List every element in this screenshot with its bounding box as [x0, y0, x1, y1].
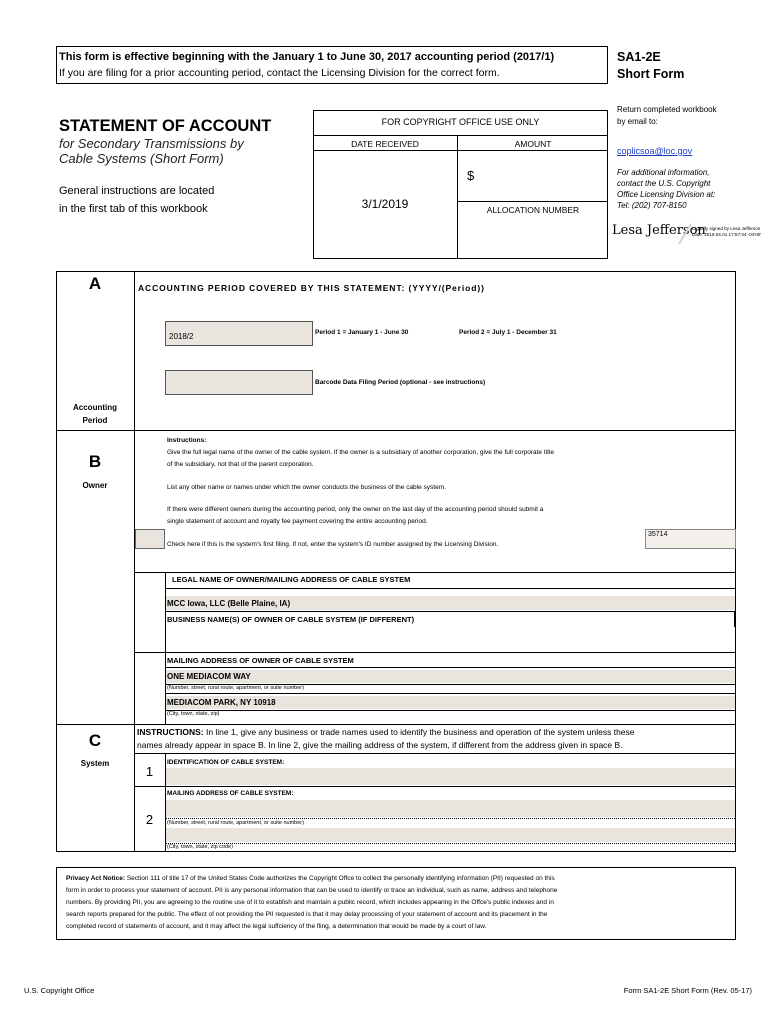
section-a-heading: ACCOUNTING PERIOD COVERED BY THIS STATEMENT: (YYYY/(Period)): [138, 283, 485, 293]
page-subtitle-2: Cable Systems (Short Form): [59, 151, 224, 166]
return-line-2: by email to:: [617, 117, 658, 126]
address-line-1-value: ONE MEDIACOM WAY: [167, 672, 251, 681]
address-line-2-hint: (City, town, state, zip): [167, 711, 220, 717]
office-use-heading: FOR COPYRIGHT OFFICE USE ONLY: [381, 117, 540, 127]
section-b-side: Owner: [82, 481, 108, 490]
section-c-instructions: [137, 727, 635, 737]
general-instructions-1: General instructions are located: [59, 185, 215, 197]
info-line-3: Office Licensing Division at:: [617, 190, 716, 199]
info-line-2: contact the U.S. Copyright: [617, 179, 711, 188]
section-b-instruction-1: Give the full legal name of the owner of the cable system. If the owner is a subsidiary of another corporation, give the full corporate title: [167, 449, 554, 456]
system-line-1-number: 1: [145, 764, 154, 779]
system-mailing-label: MAILING ADDRESS OF CABLE SYSTEM:: [167, 790, 294, 797]
return-email-link[interactable]: coplicsoa@loc.gov: [617, 146, 693, 156]
barcode-period-label: Barcode Data Filing Period (optional - see instructions): [315, 379, 486, 386]
mailing-address-label: MAILING ADDRESS OF OWNER OF CABLE SYSTEM: [167, 656, 354, 665]
privacy-line-4: search reports prepared for the public. The effect of not providing the PII requested is that it may delay processing of your statement of account and its placement in the: [66, 911, 548, 918]
section-a-side-2: Period: [82, 416, 108, 425]
info-line-1: For additional information,: [617, 168, 710, 177]
section-b-instruction-5: single statement of account and royalty fee payment covering the entire accounting period.: [167, 518, 428, 525]
page-title: STATEMENT OF ACCOUNT: [59, 117, 272, 135]
identification-label: IDENTIFICATION OF CABLE SYSTEM:: [167, 759, 285, 766]
period-2-legend: Period 2 = July 1 - December 31: [459, 329, 557, 336]
office-use-box: [313, 110, 608, 259]
system-line-2-number: 2: [145, 812, 154, 827]
legal-name-value: MCC Iowa, LLC (Belle Plaine, IA): [167, 599, 291, 608]
return-line-1: Return completed workbook: [617, 105, 717, 114]
section-b-instructions-title: Instructions:: [167, 437, 207, 444]
privacy-line-1: [66, 875, 555, 882]
system-street-input[interactable]: [166, 800, 735, 817]
digital-signature-note-2: Date: 2019.04.01 17:57:34 -04'00': [692, 232, 762, 237]
section-c-side: System: [80, 759, 110, 768]
business-names-label: BUSINESS NAME(S) OF OWNER OF CABLE SYSTEM (IF DIFFERENT): [167, 615, 415, 624]
info-line-4: Tel: (202) 707-8150: [617, 201, 687, 210]
first-filing-label: Check here if this is the system's first filing. If not, enter the system's ID number assigned by the Licensing Division.: [167, 541, 499, 548]
privacy-line-5: completed record of statements of account, and it may affect the legal suffciency of the fling, a determination that would be made by a court of law.: [66, 923, 487, 930]
privacy-text-1: Section 111 of title 17 of the United States Code authorizes the Copyright Offce to collect the personally identifying information (PII) requested on this: [125, 875, 555, 882]
section-b-letter: B: [88, 452, 102, 471]
footer-office: U.S. Copyright Office: [24, 986, 95, 995]
identification-input[interactable]: [166, 768, 735, 785]
system-city-input[interactable]: [166, 828, 735, 842]
section-b-instruction-2: of the subsidiary, not that of the parent corporation.: [167, 461, 314, 468]
privacy-line-2: form in order to process your statement of account. PII is any personal information that can be used to identify or trace an individual, such as name, address and telephone: [66, 887, 558, 894]
amount-label: AMOUNT: [514, 139, 552, 149]
section-c-letter: C: [88, 731, 102, 750]
section-c-instruction-1: In line 1, give any business or trade names used to identify the business and operation of the system unless these: [203, 727, 635, 737]
address-line-1-input[interactable]: [166, 670, 735, 683]
form-code: SA1-2E: [617, 50, 661, 64]
section-c-instructions-title: INSTRUCTIONS:: [137, 727, 204, 737]
general-instructions-2: in the first tab of this workbook: [59, 203, 208, 215]
section-a-letter: A: [88, 274, 102, 293]
effective-notice: This form is effective beginning with the January 1 to June 30, 2017 accounting period (2017/1): [59, 51, 555, 63]
first-filing-checkbox[interactable]: [135, 529, 165, 549]
barcode-period-input[interactable]: [165, 370, 313, 395]
allocation-number-label: ALLOCATION NUMBER: [486, 205, 580, 215]
section-c-instruction-2: names already appear in space B. In line 2, give the mailing address of the system, if different from the address given in space B.: [137, 740, 623, 750]
date-received-value: 3/1/2019: [361, 197, 409, 211]
footer-form-rev: Form SA1-2E Short Form (Rev. 05-17): [623, 986, 752, 995]
privacy-line-3: numbers. By providing PII, you are agreeing to the routine use of it to establish and maintain a public record, which includes appearing in the Offce's public indexes and in: [66, 899, 554, 906]
address-line-1-hint: (Number, street, rural route, apartment, or suite number): [167, 685, 304, 691]
page-subtitle-1: for Secondary Transmissions by: [59, 136, 244, 151]
system-id-value: 35714: [648, 531, 668, 538]
section-b-instruction-3: List any other name or names under which the owner conducts the business of the cable system.: [167, 484, 446, 491]
legal-name-label: LEGAL NAME OF OWNER/MAILING ADDRESS OF CABLE SYSTEM: [172, 575, 411, 584]
date-received-label: DATE RECEIVED: [351, 139, 419, 149]
digital-signature-name: Lesa Jefferson: [612, 223, 706, 238]
system-city-hint: (City, town, state, zip code): [167, 844, 233, 850]
period-1-legend: Period 1 = January 1 - June 30: [315, 329, 409, 336]
section-b-instruction-4: If there were different owners during the accounting period, only the owner on the last day of the accounting period should submit a: [167, 506, 544, 513]
prior-period-notice: If you are filing for a prior accounting period, contact the Licensing Division for the correct form.: [59, 67, 500, 79]
amount-dollar: $: [467, 168, 475, 183]
section-a-side-1: Accounting: [73, 403, 117, 412]
privacy-title: Privacy Act Notice:: [66, 875, 126, 882]
accounting-period-value: 2018/2: [169, 332, 194, 341]
system-street-hint: (Number, street, rural route, apartment, or suite number): [167, 820, 304, 826]
address-line-2-value: MEDIACOM PARK, NY 10918: [167, 698, 276, 707]
form-type: Short Form: [617, 67, 685, 81]
digital-signature-note-1: Digitally signed by Lesa Jefferson: [692, 226, 761, 231]
